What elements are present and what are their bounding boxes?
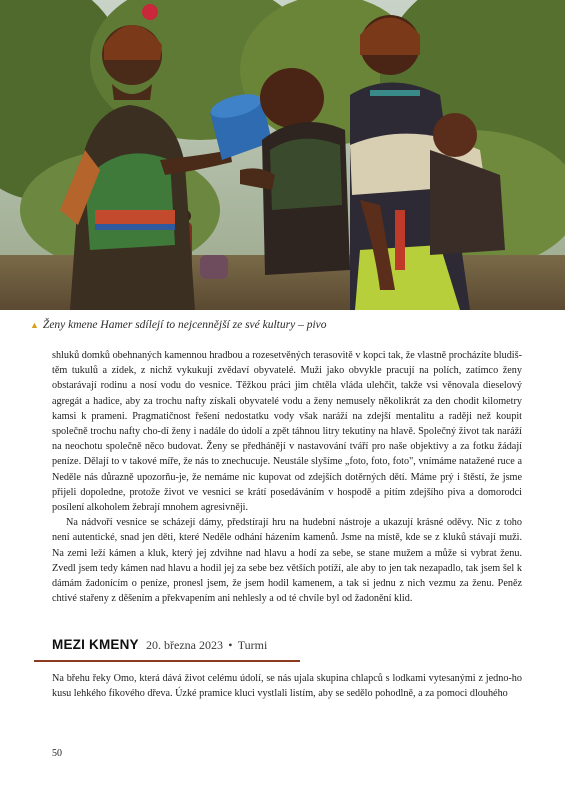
article-body xyxy=(52,348,522,606)
section-title: MEZI KMENY xyxy=(52,637,139,652)
section-date: 20. března 2023 xyxy=(146,638,223,652)
section-head-line xyxy=(52,636,302,654)
section-paragraph: Na břehu řeky Omo, která dává život celému údolí, se nás ujala skupina chlapců s lodkami vytesanými z jedno-ho kusu lehkého fíkového dřeva. Úzké pramice kluci vystlali listím, aby se sedělo pohodlně, a za pomoci dlouhého xyxy=(52,673,522,700)
photo-caption xyxy=(30,318,550,332)
photo-hamer-women xyxy=(0,0,565,310)
section-place: Turmi xyxy=(237,638,268,652)
section-header xyxy=(52,636,302,654)
section-body xyxy=(52,671,522,701)
caption-text: Ženy kmene Hamer sdílejí to nejcennější ze své kultury – pivo xyxy=(42,319,327,331)
section-bullet: • xyxy=(228,638,233,652)
triangle-marker-icon: ▲ xyxy=(30,320,39,330)
body-paragraph-1: shluků domků obehnaných kamennou hradbou a rozesetvěných terasovitě v kopci tak, že vlastně procházíte bludiš-těm tukulů a zídek, z nichž vykukují zvědaví obyvatelé. Muži jako obvykle pracují na polích, zatímco ženy obstarávají rodinu a nosí vodu do vesnice. Těžkou práci jim chtěla vláda ulehčit, takže vsi věnovala dieselový agregát a hadice, aby za trochu nafty získali obyvatelé vodu a ženy nemusely několikrát za den chodit kilometry kamsi k prameni. Pragmatičnost řešení nedostatku vody však naráží na zdejší mentalitu a raději než koupit společně trochu nafty cho-dí ženy i nadále do údolí a zpět táhnou litry tekutiny na hlavě. Společný život tak naráží na neochotu společně něco budovat. Ženy se předhánějí v nastavování tváří pro naše objektivy a za fotku žádají peníze. Dělají to v takové míře, že nás to znechucuje. Neustále slyšíme „foto, foto, foto", vnímáme natažené ruce a Neděle nás důrazně upozorňu-je, že nemáme nic kupovat od zdejších dotěrných dětí. Máme prý i štěstí, že jsme přijeli dopoledne, protože život ve vesnici se krátí posedáváním v hospodě a pitím zdejšího piva a domorodci posílení alkoholem žebrají mnohem agresivněji. xyxy=(52,350,522,514)
section-divider xyxy=(34,660,300,662)
body-paragraph-2: Na nádvoří vesnice se scházejí dámy, předstírají hru na hudební nástroje a ukazují krásné oděvy. Nic z toho není autentické, snad jen děti, které Neděle odhání házením kamenů. Jsme na místě, kde se z kluků stávají muži. Na zemi leží kámen a kluk, který jej zdvihne nad hlavu a hodí za sebe, se stane mužem a může si vybrat ženu. Zvedl jsem tedy kámen nad hlavu a hodil jej za sebe bez větších potíží, ale aby to jen tak nezapadlo, tak jsem šel k dámám žadonícím o peníze, pronesl jsem, že jsem hodil kamenem, a tak si jednu z nich vezmu za ženu. Peněz chtivé stařeny z děšením a překvapením ani nehlesly a od té chvíle byl od žadonění klid. xyxy=(52,517,522,605)
photo-illustration xyxy=(0,0,565,310)
page-number: 50 xyxy=(52,748,62,759)
